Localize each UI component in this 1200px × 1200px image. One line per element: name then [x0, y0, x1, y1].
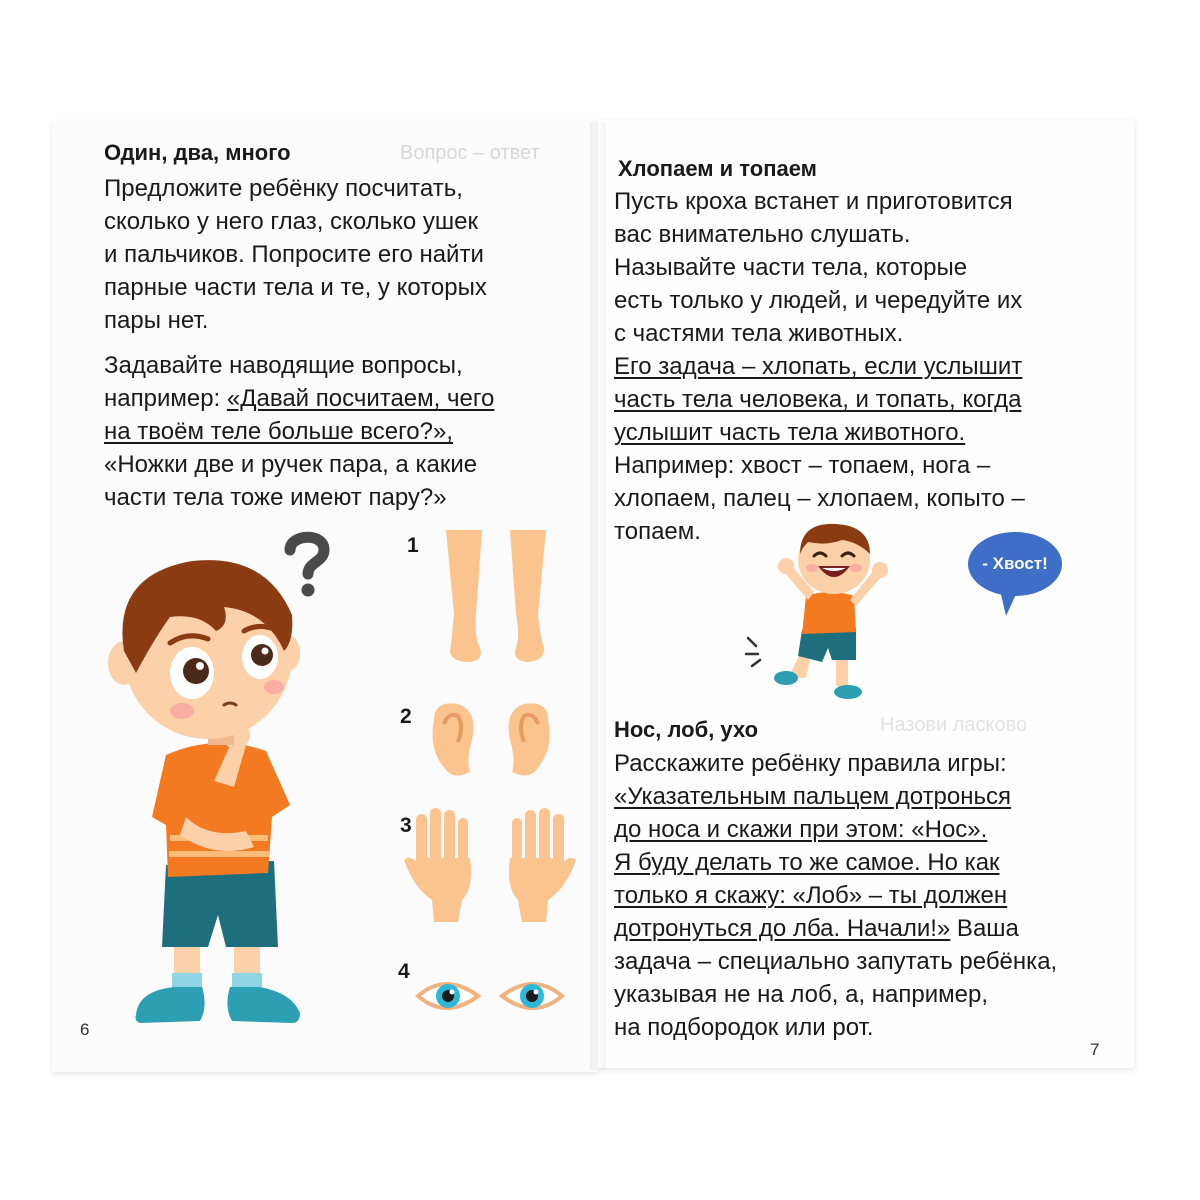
legs-pair-illustration	[440, 528, 552, 666]
text-line: задача – специально запутать ребёнка,	[614, 948, 1058, 975]
text-line	[614, 879, 1057, 912]
text-line: сколько у него глаз, сколько ушек	[104, 208, 479, 235]
underlined-text: часть тела человека, и топать, когда	[614, 386, 1022, 413]
text-line	[104, 382, 494, 415]
section-three-paragraph	[614, 747, 1057, 1044]
section-title-clap-and-stomp: Хлопаем и топаем	[618, 156, 817, 181]
text-line: пары нет.	[104, 307, 209, 334]
underlined-text: услышит часть тела животного.	[614, 419, 966, 446]
text-line	[614, 416, 1025, 449]
text-line: с частями тела животных.	[614, 320, 904, 347]
section-two-paragraph	[614, 185, 1025, 548]
text-line	[614, 350, 1025, 383]
item-number: 1	[407, 534, 419, 557]
text-line: вас внимательно слушать.	[614, 221, 911, 248]
text-line	[614, 780, 1057, 813]
bleed-text: Вопрос – ответ	[400, 142, 540, 164]
text-line: Предложите ребёнку посчитать,	[104, 175, 463, 202]
text-span: Ваша	[950, 915, 1019, 942]
text-line	[614, 383, 1025, 416]
section-one-paragraph-2	[104, 349, 494, 514]
underlined-quote: «Давай посчитаем, чего	[226, 385, 495, 412]
item-number: 3	[400, 814, 412, 837]
ears-pair-illustration	[424, 700, 558, 780]
happy-boy-illustration	[742, 518, 892, 702]
section-title-one-two-many: Один, два, много	[104, 140, 291, 165]
text-line: и пальчиков. Попросите его найти	[104, 241, 484, 268]
section-title-nose-forehead-ear: Нос, лоб, ухо	[614, 717, 759, 742]
text-line: Пусть кроха встанет и приготовится	[614, 188, 1013, 215]
eyes-pair-illustration	[414, 970, 566, 1024]
bleed-text: Назови ласково	[880, 714, 1028, 736]
text-line: Задавайте наводящие вопросы,	[104, 352, 463, 379]
text-line: «Ножки две и ручек пара, а какие	[104, 451, 478, 478]
text-line	[104, 415, 494, 448]
item-number: 4	[398, 960, 410, 983]
underlined-text: «Указательным пальцем дотронься	[614, 783, 1012, 810]
section-one-paragraph-1	[104, 172, 487, 337]
text-line: Например: хвост – топаем, нога –	[614, 452, 991, 479]
text-line: части тела тоже имеют пару?»	[104, 484, 447, 511]
speech-bubble-text: - Хвост!	[982, 554, 1048, 573]
text-line: Называйте части тела, которые	[614, 254, 968, 281]
underlined-text: Его задача – хлопать, если услышит	[614, 353, 1023, 380]
text-line: есть только у людей, и чередуйте их	[614, 287, 1023, 314]
page-number-right: 7	[1090, 1040, 1100, 1059]
book-spine	[590, 122, 606, 1070]
underlined-text: дотронуться до лба. Начали!»	[614, 915, 951, 942]
page-number-left: 6	[80, 1020, 90, 1039]
text-line: Расскажите ребёнку правила игры:	[614, 750, 1007, 777]
text-line	[614, 912, 1057, 945]
underlined-text: до носа и скажи при этом: «Нос».	[614, 816, 988, 843]
text-line	[614, 846, 1057, 879]
text-line: указывая не на лоб, а, например,	[614, 981, 988, 1008]
speech-bubble	[968, 532, 1062, 596]
underlined-text: Я буду делать то же самое. Но как	[614, 849, 1000, 876]
item-number: 2	[400, 705, 412, 728]
text-line: хлопаем, палец – хлопаем, копыто –	[614, 485, 1025, 512]
text-line: топаем.	[614, 518, 701, 545]
text-span: например:	[104, 385, 227, 412]
underlined-text: только я скажу: «Лоб» – ты должен	[614, 882, 1008, 909]
text-line: парные части тела и те, у которых	[104, 274, 487, 301]
text-line	[614, 813, 1057, 846]
underlined-quote: на твоём теле больше всего?»,	[104, 418, 454, 445]
text-line: на подбородок или рот.	[614, 1014, 874, 1041]
thinking-boy-illustration	[96, 555, 311, 1030]
hands-pair-illustration	[404, 808, 576, 924]
